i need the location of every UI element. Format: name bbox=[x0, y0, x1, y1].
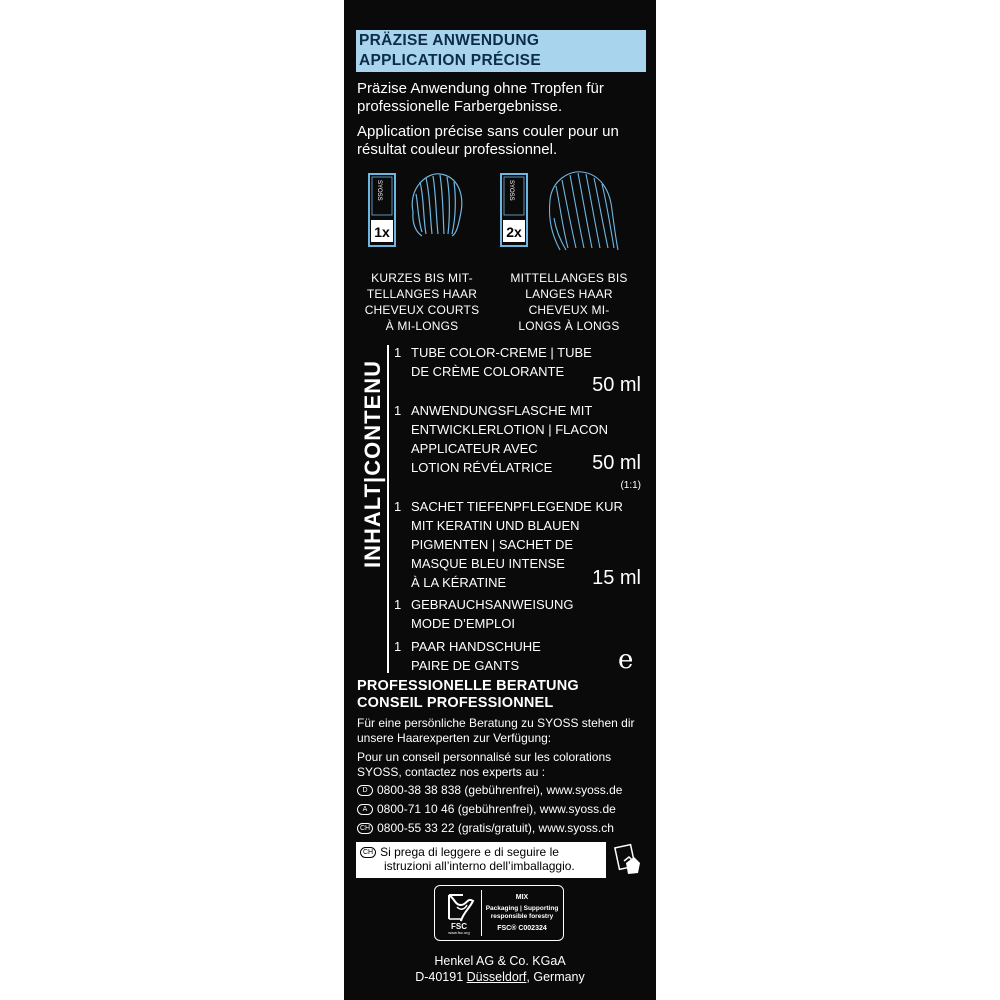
intro-fr-line1: Application précise sans couler pour un bbox=[357, 123, 619, 140]
instruction-hand-icon bbox=[614, 843, 644, 877]
address-zip: D-40191 bbox=[415, 970, 467, 984]
tube-count-1: 1x bbox=[374, 224, 390, 240]
long-hair-usage-icon bbox=[500, 170, 620, 257]
advice-title-fr: CONSEIL PROFESSIONNEL bbox=[357, 695, 554, 711]
phone-austria bbox=[357, 802, 616, 817]
fsc-mix: MIX bbox=[515, 894, 529, 901]
short-hair-de2: TELLANGES HAAR bbox=[366, 287, 478, 301]
banner-line-fr: APPLICATION PRÉCISE bbox=[359, 52, 541, 69]
content-item-instructions bbox=[394, 595, 644, 635]
short-hair-icon bbox=[412, 174, 462, 236]
item-line: SACHET TIEFENPFLEGENDE KUR bbox=[411, 499, 623, 514]
country-code-badge: D bbox=[357, 785, 373, 796]
item-line: TUBE COLOR-CREME | TUBE bbox=[411, 345, 592, 360]
fsc-divider bbox=[481, 890, 482, 936]
item-qty: 1 bbox=[394, 639, 402, 654]
item-desc bbox=[411, 637, 626, 675]
long-hair-de2: LANGES HAAR bbox=[525, 287, 613, 301]
tube-icon bbox=[368, 172, 468, 250]
short-hair-label bbox=[362, 270, 482, 334]
long-hair-icon bbox=[549, 172, 618, 250]
intro-de-line2: professionelle Farbergebnisse. bbox=[357, 98, 563, 115]
banner-line-de: PRÄZISE ANWENDUNG bbox=[359, 32, 540, 49]
item-line: PAIRE DE GANTS bbox=[411, 658, 520, 673]
fsc-site: www.fsc.org bbox=[448, 930, 470, 935]
item-desc bbox=[411, 595, 626, 633]
short-hair-usage-icon bbox=[368, 172, 468, 255]
precise-application-banner bbox=[356, 30, 646, 72]
item-line: MIT KERATIN UND BLAUEN bbox=[411, 518, 580, 533]
tube-brand-1: SYOSS bbox=[376, 180, 382, 201]
content-item-gloves bbox=[394, 637, 644, 677]
advice-de-line2: unsere Haarexperten zur Verfügung: bbox=[357, 731, 552, 745]
estimated-sign-icon: e bbox=[618, 645, 634, 675]
item-line: MASQUE BLEU INTENSE bbox=[411, 556, 565, 571]
item-line: PIGMENTEN | SACHET DE bbox=[411, 537, 574, 552]
manufacturer-address bbox=[344, 953, 656, 985]
address-country: , Germany bbox=[526, 970, 585, 984]
fsc-certification-box bbox=[434, 885, 564, 941]
long-hair-label bbox=[504, 270, 634, 334]
item-line: DE CRÈME COLORANTE bbox=[411, 364, 565, 379]
contents-divider bbox=[387, 345, 389, 673]
tube-icon-2 bbox=[500, 170, 620, 252]
phone-text: 0800-55 33 22 (gratis/gratuit), www.syoss.ch bbox=[377, 821, 614, 835]
fsc-line2: responsible forestry bbox=[490, 913, 554, 920]
item-line: ENTWICKLERLOTION | FLACON bbox=[411, 422, 608, 437]
package-panel bbox=[344, 0, 656, 1000]
item-line: À LA KÉRATINE bbox=[411, 575, 507, 590]
volume-sachet: 15 ml bbox=[592, 567, 641, 589]
advice-fr bbox=[357, 750, 652, 780]
item-line: MODE D’EMPLOI bbox=[411, 616, 516, 631]
advice-fr-line1: Pour un conseil personnalisé sur les colorations bbox=[357, 750, 612, 764]
address-city: Düsseldorf bbox=[466, 970, 527, 984]
long-hair-de1: MITTELLANGES BIS bbox=[510, 271, 628, 285]
country-code-badge: CH bbox=[360, 847, 376, 858]
tube-brand-2: SYOSS bbox=[508, 180, 514, 201]
contents-label-text: INHALT|CONTENU bbox=[360, 360, 385, 568]
item-line: GEBRAUCHSANWEISUNG bbox=[411, 597, 574, 612]
intro-de bbox=[357, 80, 647, 116]
advice-de-line1: Für eine persönliche Beratung zu SYOSS stehen dir bbox=[357, 716, 635, 730]
tube-count-2: 2x bbox=[506, 224, 522, 240]
fsc-tree-icon bbox=[441, 891, 481, 935]
phone-text: 0800-38 38 838 (gebührenfrei), www.syoss.de bbox=[377, 783, 623, 797]
advice-de bbox=[357, 716, 652, 746]
item-qty: 1 bbox=[394, 499, 402, 514]
advice-fr-line2: SYOSS, contactez nos experts au : bbox=[357, 765, 546, 779]
item-qty: 1 bbox=[394, 345, 402, 360]
volume-bottle: 50 ml bbox=[592, 452, 641, 474]
phone-germany bbox=[357, 783, 622, 798]
short-hair-fr1: CHEVEUX COURTS bbox=[364, 303, 480, 317]
advice-title-de: PROFESSIONELLE BERATUNG bbox=[357, 678, 579, 694]
country-code-badge: A bbox=[357, 804, 373, 815]
volume-tube: 50 ml bbox=[592, 374, 641, 396]
fsc-code: FSC® C002324 bbox=[497, 925, 547, 932]
notice-line1-row bbox=[360, 845, 602, 859]
long-hair-fr1: CHEVEUX MI- bbox=[528, 303, 610, 317]
ratio-bottle: (1:1) bbox=[620, 480, 641, 491]
notice-line2: istruzioni all’interno dell’imballaggio. bbox=[384, 859, 575, 873]
phone-text: 0800-71 10 46 (gebührenfrei), www.syoss.de bbox=[377, 802, 616, 816]
intro-fr-line2: résultat couleur professionnel. bbox=[357, 141, 558, 158]
fsc-logo-text: FSC bbox=[451, 922, 467, 931]
address-line2 bbox=[344, 969, 656, 985]
long-hair-fr2: LONGS À LONGS bbox=[518, 319, 620, 333]
fsc-line1: Packaging | Supporting bbox=[485, 905, 559, 912]
intro-de-line1: Präzise Anwendung ohne Tropfen für bbox=[357, 80, 604, 97]
item-line: PAAR HANDSCHUHE bbox=[411, 639, 541, 654]
item-line: ANWENDUNGSFLASCHE MIT bbox=[411, 403, 593, 418]
address-line1: Henkel AG & Co. KGaA bbox=[434, 954, 566, 968]
country-code-badge: CH bbox=[357, 823, 373, 834]
item-line: LOTION RÉVÉLATRICE bbox=[411, 460, 553, 475]
italian-notice bbox=[356, 842, 606, 878]
item-line: APPLICATEUR AVEC bbox=[411, 441, 538, 456]
item-qty: 1 bbox=[394, 403, 402, 418]
short-hair-de1: KURZES BIS MIT- bbox=[371, 271, 473, 285]
item-qty: 1 bbox=[394, 597, 402, 612]
notice-line1: Si prega di leggere e di seguire le bbox=[380, 845, 559, 859]
phone-switzerland bbox=[357, 821, 614, 836]
advice-title bbox=[357, 678, 579, 712]
intro-fr bbox=[357, 123, 647, 159]
fsc-text bbox=[485, 894, 559, 921]
short-hair-fr2: À MI-LONGS bbox=[385, 319, 459, 333]
